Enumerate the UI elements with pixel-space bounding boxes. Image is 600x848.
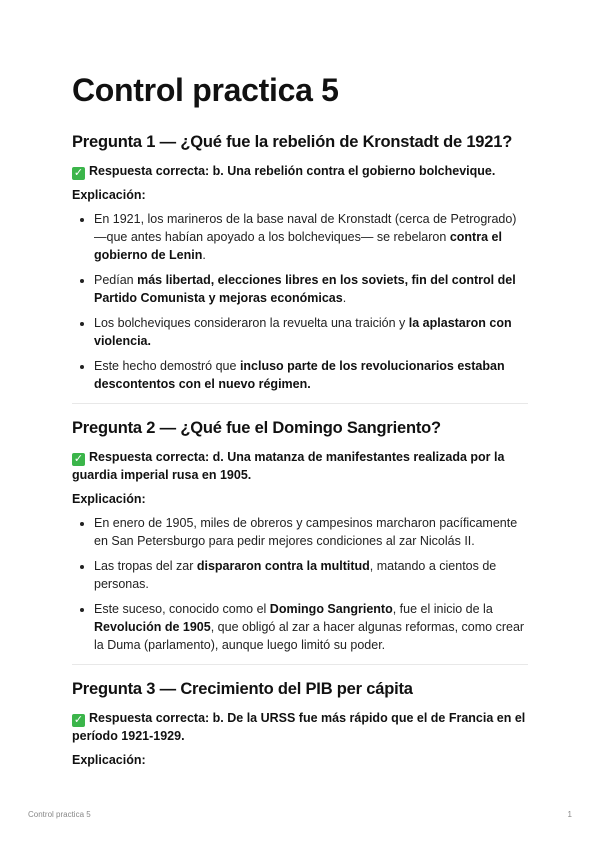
section-divider xyxy=(72,664,528,665)
bold-text: contra el gobierno de Lenin xyxy=(94,230,502,262)
explanation-bullet xyxy=(94,557,528,593)
explanation-bullet xyxy=(94,600,528,654)
explanation-label: Explicación: xyxy=(72,188,146,202)
question-heading: Pregunta 3 — Crecimiento del PIB per cápita xyxy=(72,680,413,698)
bullet-text: Este suceso, conocido como el xyxy=(94,602,270,616)
explanation-bullet xyxy=(94,314,528,350)
bullet-text: , que obligó al zar a hacer algunas reformas, como crear la Duma (parlamento), aunque luego limitó su poder. xyxy=(94,620,525,652)
page-number: 1 xyxy=(567,810,572,819)
question-section xyxy=(72,132,528,393)
bold-text: más libertad, elecciones libres en los soviets, fin del control del Partido Comunista y mejoras económicas xyxy=(94,273,516,305)
explanation-bullet xyxy=(94,271,528,307)
bold-text: la aplastaron con violencia. xyxy=(94,316,512,348)
bullet-text: En enero de 1905, miles de obreros y campesinos marcharon pacíficamente en San Petersburgo para pedir mejores condiciones al zar Nicolás II. xyxy=(94,516,518,548)
bullet-text: Los bolcheviques consideraron la revuelta una traición y xyxy=(94,316,409,330)
bullet-text: . xyxy=(202,248,206,262)
explanation-list xyxy=(72,210,528,393)
bullet-text: . xyxy=(342,291,347,305)
correct-answer xyxy=(72,709,528,745)
bullet-text: Pedían xyxy=(94,273,138,287)
explanation-bullet xyxy=(94,210,528,264)
document-page xyxy=(72,70,528,779)
page-title: Control practica 5 xyxy=(72,72,339,108)
bold-text: incluso parte de los revolucionarios estaban descontentos con el nuevo régimen. xyxy=(94,359,505,391)
bold-text: dispararon contra la multitud xyxy=(196,559,370,573)
questions-container xyxy=(72,132,528,769)
explanation-bullet xyxy=(94,514,528,550)
explanation-list xyxy=(72,514,528,654)
question-section xyxy=(72,418,528,654)
bold-text: Revolución de 1905 xyxy=(94,620,211,634)
correct-answer-text: Respuesta correcta: b. De la URSS fue más rápido que el de Francia en el período 1921-1929. xyxy=(72,711,526,743)
question-heading: Pregunta 1 — ¿Qué fue la rebelión de Kronstadt de 1921? xyxy=(72,133,513,151)
bullet-text: Este hecho demostró que xyxy=(94,359,240,373)
check-mark-icon: ✓ xyxy=(73,714,84,726)
explanation-label: Explicación: xyxy=(72,492,146,506)
correct-answer xyxy=(72,162,528,180)
section-divider xyxy=(72,403,528,404)
explanation-label: Explicación: xyxy=(72,753,146,767)
check-mark-icon: ✓ xyxy=(73,167,84,179)
bullet-text: Las tropas del zar xyxy=(94,559,197,573)
correct-answer-text: Respuesta correcta: d. Una matanza de manifestantes realizada por la guardia imperial rusa en 1905. xyxy=(72,450,505,482)
bullet-text: , fue el inicio de la xyxy=(392,602,493,616)
check-mark-icon: ✓ xyxy=(73,453,84,465)
question-heading: Pregunta 2 — ¿Qué fue el Domingo Sangriento? xyxy=(72,419,441,437)
footer-title: Control practica 5 xyxy=(28,810,91,819)
bold-text: Domingo Sangriento xyxy=(269,602,393,616)
correct-answer xyxy=(72,448,528,484)
correct-answer-text: Respuesta correcta: b. Una rebelión contra el gobierno bolchevique. xyxy=(89,164,496,178)
bullet-text: En 1921, los marineros de la base naval de Kronstadt (cerca de Petrogrado) —que antes habían apoyado a los bolcheviques— se rebelaron xyxy=(94,212,517,244)
question-section xyxy=(72,679,528,769)
explanation-bullet xyxy=(94,357,528,393)
bullet-text: , matando a cientos de personas. xyxy=(94,559,497,591)
page-footer xyxy=(28,810,572,819)
